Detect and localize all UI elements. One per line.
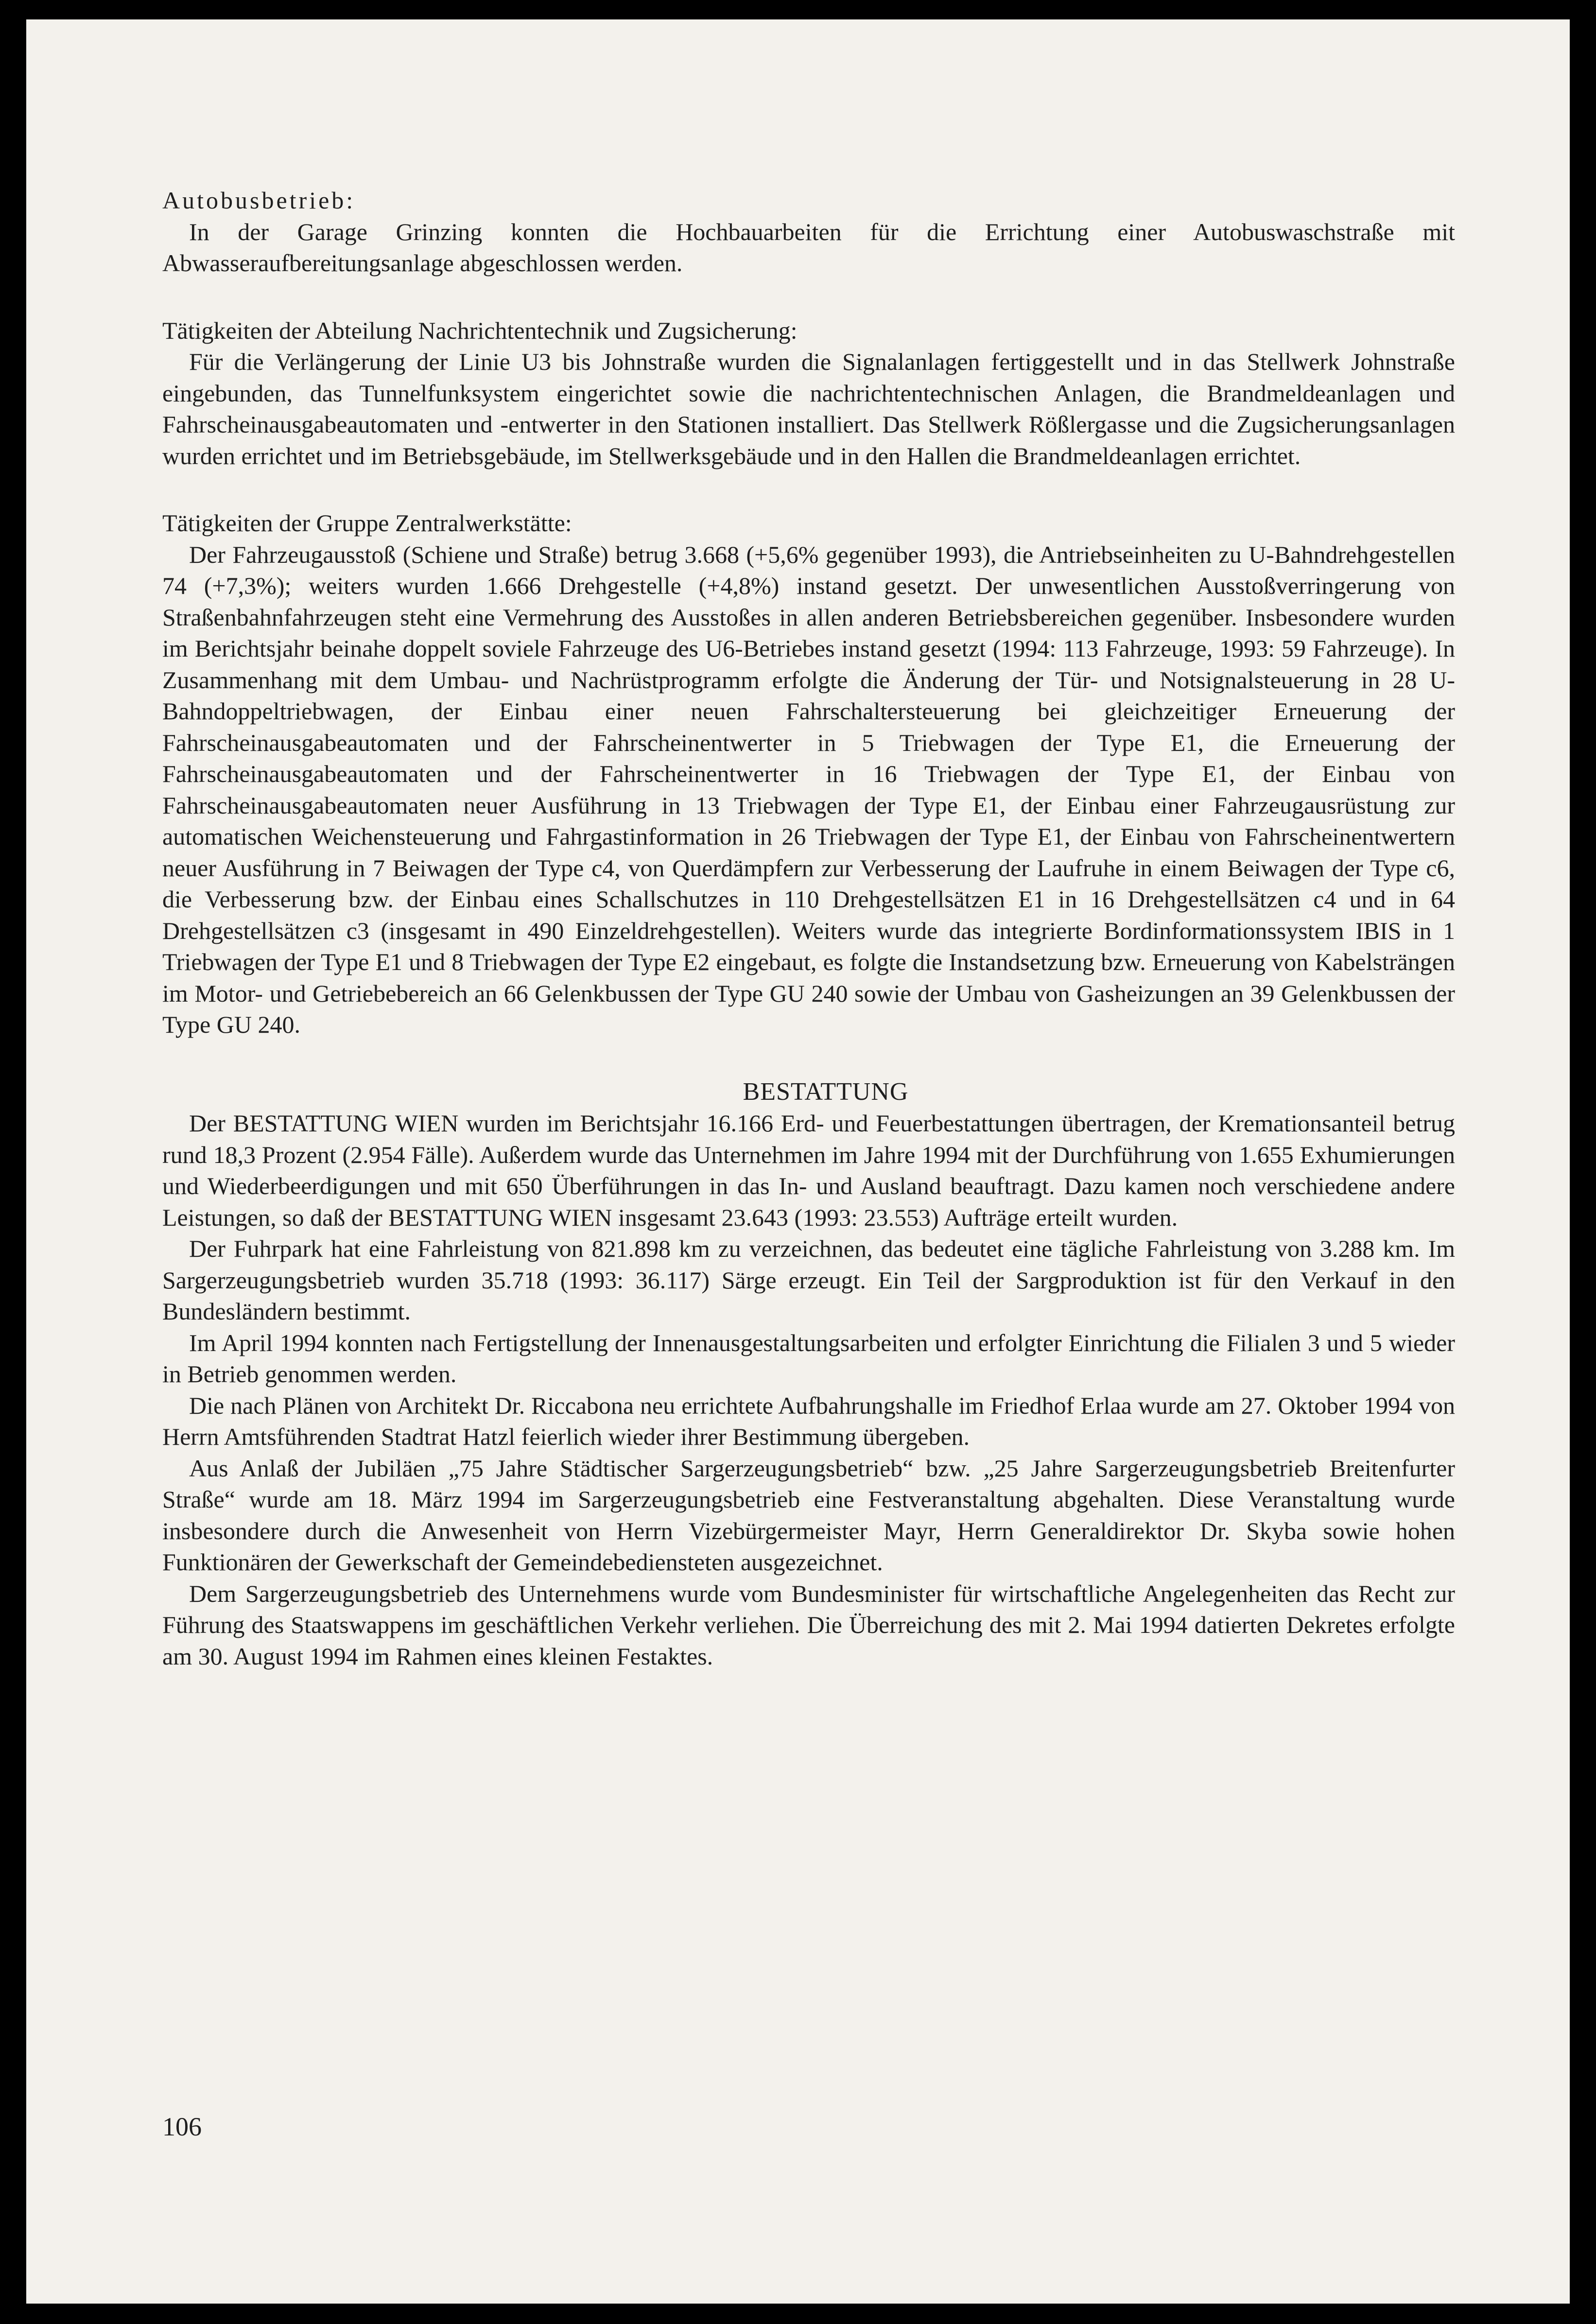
nachrichtentechnik-paragraph: Für die Verlängerung der Linie U3 bis Johnstraße wurden die Signalanlagen fertiggestellt und in das Stellwerk Johnstraße eingebunden, das Tunnelfunksystem eingerichtet sowie die nachrichtentechnischen Anlagen, die Brandmeldeanlagen und Fahrscheinausgabeautomaten und -entwerter in den Stationen installiert. Das Stellwerk Rößlergasse und die Zugsicherungsanlagen wurden errichtet und im Betriebsgebäude, im Stellwerksgebäude und in den Hallen die Brandmeldeanlagen errichtet. (162, 348, 1455, 469)
bestattung-paragraph-4: Die nach Plänen von Architekt Dr. Riccabona neu errichtete Aufbahrungshalle im Friedhof Erlaa wurde am 27. Oktober 1994 von Herrn Amtsführenden Stadtrat Hatzl feierlich wieder ihrer Bestimmung übergeben. (162, 1391, 1455, 1450)
bestattung-paragraph-2: Der Fuhrpark hat eine Fahrleistung von 821.898 km zu verzeichnen, das bedeutet eine tägliche Fahrleistung von 3.288 km. Im Sargerzeugungsbetrieb wurden 35.718 (1993: 36.117) Särge erzeugt. Ein Teil der Sargproduktion ist für den Verkauf in den Bundesländern bestimmt. (162, 1235, 1455, 1325)
page-number: 106 (162, 2112, 202, 2141)
autobus-heading: Autobusbetrieb: (162, 187, 356, 214)
page-content (162, 185, 1455, 1672)
zentralwerkstaette-paragraph: Der Fahrzeugausstoß (Schiene und Straße) betrug 3.668 (+5,6% gegenüber 1993), die Antriebseinheiten zu U-Bahndrehgestellen 74 (+7,3%); weiters wurden 1.666 Drehgestelle (+4,8%) instand gesetzt. Der unwesentlichen Ausstoßverringerung von Straßenbahnfahrzeugen steht eine Vermehrung des Ausstoßes in allen anderen Betriebsbereichen gegenüber. Insbesondere wurden im Berichtsjahr beinahe doppelt soviele Fahrzeuge des U6-Betriebes instand gesetzt (1994: 113 Fahrzeuge, 1993: 59 Fahrzeuge). In Zusammenhang mit dem Umbau- und Nachrüstprogramm erfolgte die Änderung der Tür- und Notsignalsteuerung in 28 U-Bahndoppeltriebwagen, der Einbau einer neuen Fahrschaltersteuerung bei gleichzeitiger Erneuerung der Fahrscheinausgabeautomaten und der Fahrscheinentwerter in 5 Triebwagen der Type E1, die Erneuerung der Fahrscheinausgabeautomaten und der Fahrscheinentwerter in 16 Triebwagen der Type E1, der Einbau von Fahrscheinausgabeautomaten neuer Ausführung in 13 Triebwagen der Type E1, der Einbau einer Fahrzeugausrüstung zur automatischen Weichensteuerung und Fahrgastinformation in 26 Triebwagen der Type E1, der Einbau von Fahrscheinentwertern neuer Ausführung in 7 Beiwagen der Type c4, von Querdämpfern zur Verbesserung der Laufruhe in einem Beiwagen der Type c6, die Verbesserung bzw. der Einbau eines Schallschutzes in 110 Drehgestellsätzen E1 in 16 Drehgestellsätzen c4 und in 64 Drehgestellsätzen c3 (insgesamt in 490 Einzeldrehgestellen). Weiters wurde das integrierte Bordinformationssystem IBIS in 1 Triebwagen der Type E1 und 8 Triebwagen der Type E2 eingebaut, es folgte die Instandsetzung bzw. Erneuerung von Kabelsträngen im Motor- und Getriebebereich an 66 Gelenkbussen der Type GU 240 sowie der Umbau von Gasheizungen an 39 Gelenkbussen der Type GU 240. (162, 540, 1455, 1038)
zentralwerkstaette-heading: Tätigkeiten der Gruppe Zentralwerkstätte: (162, 509, 572, 537)
bestattung-title: BESTATTUNG (743, 1077, 909, 1106)
bestattung-paragraph-6: Dem Sargerzeugungsbetrieb des Unternehmens wurde vom Bundesminister für wirtschaftliche Angelegenheiten das Recht zur Führung des Staatswappens im geschäftlichen Verkehr verliehen. Die Überreichung des mit 2. Mai 1994 datierten Dekretes erfolgte am 30. August 1994 im Rahmen eines kleinen Festaktes. (162, 1579, 1455, 1670)
bestattung-paragraph-3: Im April 1994 konnten nach Fertigstellung der Innenausgestaltungsarbeiten und erfolgter Einrichtung die Filialen 3 und 5 wieder in Betrieb genommen werden. (162, 1329, 1455, 1387)
bestattung-paragraph-5: Aus Anlaß der Jubiläen „75 Jahre Städtischer Sargerzeugungsbetrieb“ bzw. „25 Jahre Sargerzeugungsbetrieb Breitenfurter Straße“ wurde am 18. März 1994 im Sargerzeugungsbetrieb eine Festveranstaltung abgehalten. Diese Veranstaltung wurde insbesondere durch die Anwesenheit von Herrn Vizebürgermeister Mayr, Herrn Generaldirektor Dr. Skyba sowie hohen Funktionären der Gewerkschaft der Gemeindebediensteten ausgezeichnet. (162, 1454, 1455, 1576)
document-page (26, 19, 1570, 2304)
bestattung-paragraph-1: Der BESTATTUNG WIEN wurden im Berichtsjahr 16.166 Erd- und Feuerbestattungen übertragen, der Kremationsanteil betrug rund 18,3 Prozent (2.954 Fälle). Außerdem wurde das Unternehmen im Jahre 1994 mit der Durchführung von 1.655 Exhumierungen und Wiederbeerdigungen und mit 650 Überführungen in das In- und Ausland beauftragt. Dazu kamen noch verschiedene andere Leistungen, so daß der BESTATTUNG WIEN insgesamt 23.643 (1993: 23.553) Aufträge erteilt wurden. (162, 1110, 1455, 1231)
nachrichtentechnik-heading: Tätigkeiten der Abteilung Nachrichtentechnik und Zugsicherung: (162, 316, 798, 344)
autobus-paragraph: In der Garage Grinzing konnten die Hochbauarbeiten für die Errichtung einer Autobuswaschstraße mit Abwasseraufbereitungsanlage abgeschlossen werden. (162, 218, 1455, 277)
